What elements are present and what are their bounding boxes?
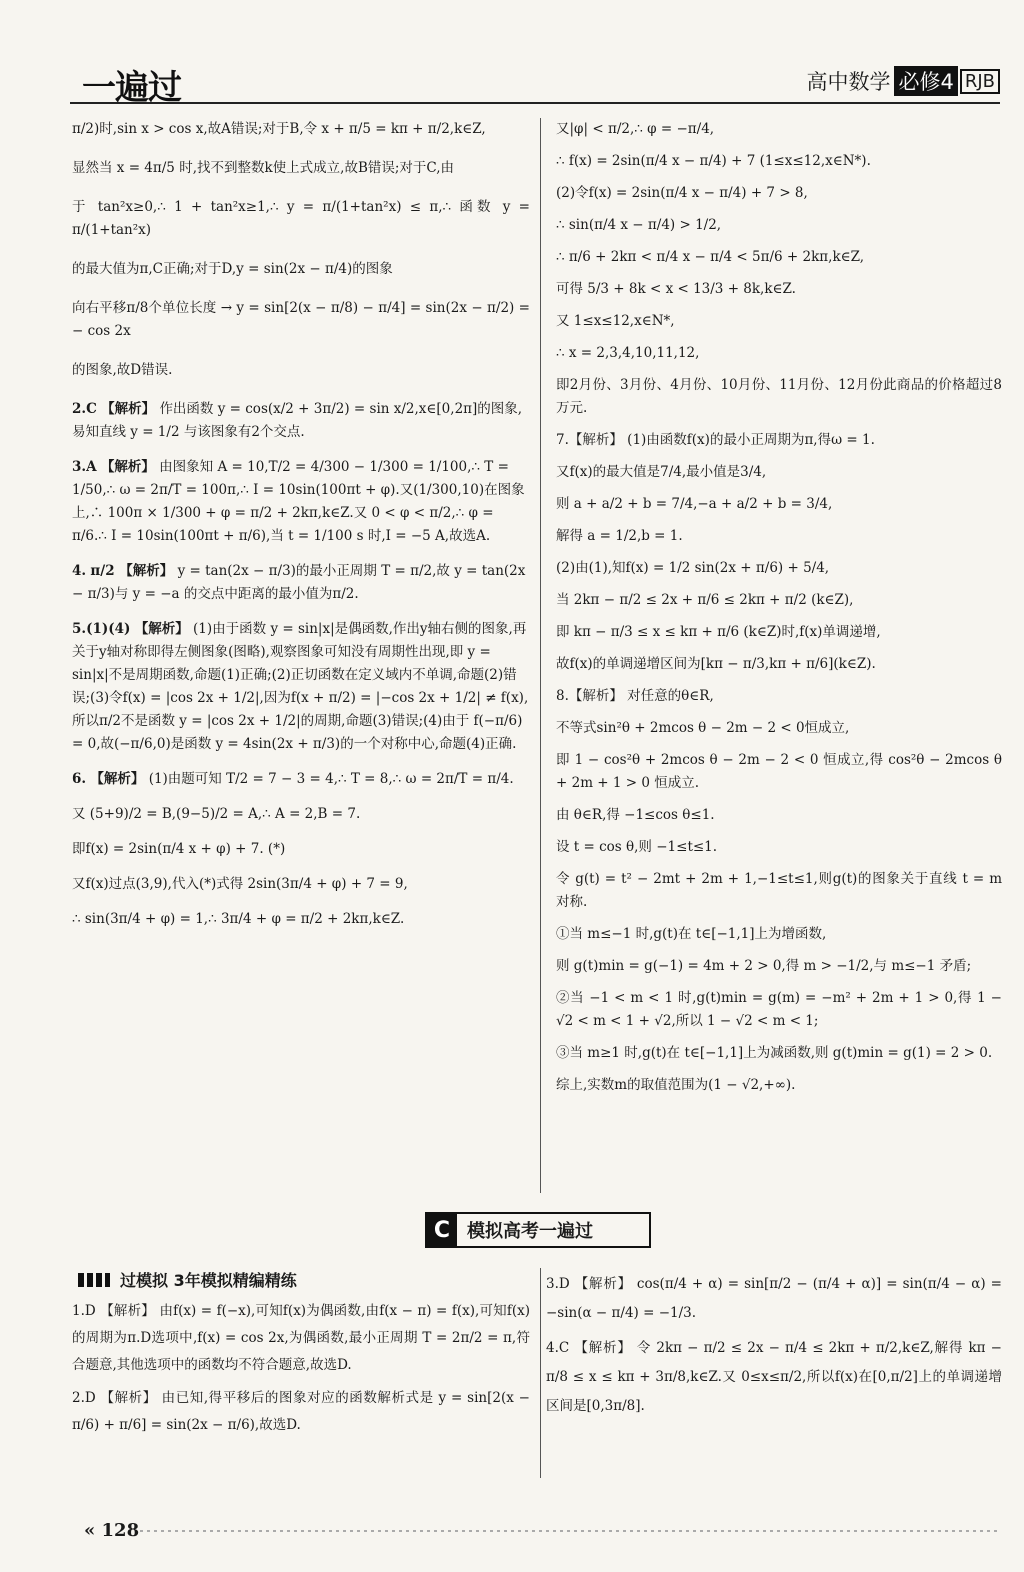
- left-column: [72, 118, 530, 943]
- text-line: ∴ f(x) = 2sin(π/4 x − π/4) + 7 (1≤x≤12,x∈N*).: [556, 153, 871, 169]
- item-text: (1)由于函数 y = sin|x|是偶函数,作出y轴右侧的图象,再关于y轴对称即得左侧图象(图略),观察图象可知没有周期性出现,即 y = sin|x|不是周期函数,命题(1)正确;(2)正切函数在定义域内不单调,命题(2)错误;(3)令f(x) = |cos 2x + 1/2|,因为f(x + π/2) = |−cos 2x + 1/2| ≠ f(x),所以π/2不是函数 y = |cos 2x + 1/2|的周期,命题(3)错误;(4)由于 f(−π/6) = 0,故(−π/6,0)是函数 y = 4sin(2x + π/3)的一个对称中心,命题(4)正确.: [72, 621, 529, 752]
- text-line: π/2)时,sin x > cos x,故A错误;对于B,令 x + π/5 = kπ + π/2,k∈Z,: [72, 121, 486, 137]
- text-line: 综上,实数m的取值范围为(1 − √2,+∞).: [556, 1077, 796, 1093]
- item-text: ∴ sin(3π/4 + φ) = 1,∴ 3π/4 + φ = π/2 + 2kπ,k∈Z.: [72, 911, 405, 927]
- bottom-left-column: [72, 1298, 530, 1445]
- text-line: 于 tan²x≥0,∴ 1 + tan²x≥1,∴ y = π/(1+tan²x) ≤ π,∴ 函数 y = π/(1+tan²x): [72, 199, 530, 238]
- item-text: (1)由题可知 T/2 = 7 − 3 = 4,∴ T = 8,∴ ω = 2π/T = π/4.: [148, 771, 514, 787]
- text-line: 7.【解析】 (1)由函数f(x)的最小正周期为π,得ω = 1.: [556, 432, 875, 448]
- item-text: 作出函数 y = cos(x/2 + 3π/2) = sin x/2,x∈[0,2π]的图象,易知直线 y = 1/2 与该图象有2个交点.: [72, 401, 523, 440]
- item-number: 4.: [72, 563, 87, 579]
- answer-line: [72, 873, 530, 896]
- text-line: 令 g(t) = t² − 2mt + 2m + 1,−1≤t≤1,则g(t)的图象关于直线 t = m 对称.: [556, 871, 1002, 910]
- text-line: 解得 a = 1/2,b = 1.: [556, 528, 683, 544]
- text-line: ∴ sin(π/4 x − π/4) > 1/2,: [556, 217, 722, 233]
- text-line: 即 1 − cos²θ + 2mcos θ − 2m − 2 < 0 恒成立,得 cos²θ − 2mcos θ + 2m + 1 > 0 恒成立.: [556, 752, 1002, 791]
- subject-name: 高中数学: [806, 70, 891, 94]
- subsection-title: 过模拟 3年模拟精编精练: [120, 1271, 297, 1290]
- answer-item: [72, 456, 530, 548]
- text-line: (2)由(1),知f(x) = 1/2 sin(2x + π/6) + 5/4,: [556, 560, 830, 576]
- text-line: 向右平移π/8个单位长度 → y = sin[2(x − π/8) − π/4] = sin(2x − π/2) = − cos 2x: [72, 300, 530, 339]
- text-line: 当 2kπ − π/2 ≤ 2x + π/6 ≤ 2kπ + π/2 (k∈Z),: [556, 592, 854, 608]
- answer-item: [72, 560, 530, 606]
- page-header: [70, 58, 1000, 108]
- column-divider: [540, 1268, 541, 1478]
- answer-line: [72, 803, 530, 826]
- page-marker: «: [84, 1520, 96, 1541]
- text-line: 又f(x)的最大值是7/4,最小值是3/4,: [556, 464, 767, 480]
- text-line: ③当 m≥1 时,g(t)在 t∈[−1,1]上为减函数,则 g(t)min = g(1) = 2 > 0.: [556, 1045, 993, 1061]
- text-line: 又|φ| < π/2,∴ φ = −π/4,: [556, 121, 715, 137]
- section-title: 模拟高考一遍过: [467, 1221, 593, 1242]
- item-tag: 【解析】: [101, 401, 156, 417]
- bottom-right-column: [546, 1270, 1002, 1427]
- subject-label: [806, 66, 1000, 96]
- section-letter: C: [427, 1214, 457, 1246]
- text-line: 又 1≤x≤12,x∈N*,: [556, 313, 675, 329]
- item-text: y = tan(2x − π/3)的最小正周期 T = π/2,故 y = tan(2x − π/3)与 y = −a 的交点中距离的最小值为π/2.: [72, 563, 526, 602]
- answer-line: [72, 838, 530, 861]
- edition-label: RJB: [960, 69, 1000, 94]
- text-line: 3.D 【解析】 cos(π/4 + α) = sin[π/2 − (π/4 + α)] = sin(π/4 − α) = −sin(α − π/4) = −1/3.: [546, 1276, 1002, 1321]
- item-tag: 【解析】: [100, 459, 155, 475]
- subsection-heading: [78, 1268, 297, 1291]
- item-text: 又f(x)过点(3,9),代入(*)式得 2sin(3π/4 + φ) + 7 = 9,: [72, 876, 408, 892]
- right-column: [556, 118, 1002, 1106]
- text-line: 可得 5/3 + 8k < x < 13/3 + 8k,k∈Z.: [556, 281, 796, 297]
- text-line: 则 g(t)min = g(−1) = 4m + 2 > 0,得 m > −1/2,与 m≤−1 矛盾;: [556, 958, 972, 974]
- page-number: 128: [101, 1520, 140, 1541]
- answer-item: [72, 768, 530, 791]
- text-line: 8.【解析】 对任意的θ∈R,: [556, 688, 714, 704]
- item-text: 由图象知 A = 10,T/2 = 4/300 − 1/300 = 1/100,∴ T = 1/50,∴ ω = 2π/T = 100π,∴ I = 10sin(100πt + φ).又(1/300,10)在图象上,∴ 100π × 1/300 + φ = π/2 + 2kπ,k∈Z.又 0 < φ < π/2,∴ φ = π/6.∴ I = 10sin(100πt + π/6),当 t = 1/100 s 时,I = −5 A,故选A.: [72, 459, 525, 544]
- item-text: 又 (5+9)/2 = B,(9−5)/2 = A,∴ A = 2,B = 7.: [72, 806, 361, 822]
- text-line: 的最大值为π,C正确;对于D,y = sin(2x − π/4)的图象: [72, 261, 393, 277]
- item-tag: π/2 【解析】: [90, 563, 174, 579]
- book-label: 必修4: [894, 66, 957, 96]
- page-footer: [84, 1520, 139, 1541]
- text-line: 则 a + a/2 + b = 7/4,−a + a/2 + b = 3/4,: [556, 496, 833, 512]
- text-line: 2.D 【解析】 由已知,得平移后的图象对应的函数解析式是 y = sin[2(x − π/6) + π/6] = sin(2x − π/6),故选D.: [72, 1390, 530, 1433]
- item-tag: 【解析】: [90, 771, 145, 787]
- brand-logo: 一遍过: [82, 68, 181, 108]
- text-line: 由 θ∈R,得 −1≤cos θ≤1.: [556, 807, 715, 823]
- text-line: 不等式sin²θ + 2mcos θ − 2m − 2 < 0恒成立,: [556, 720, 850, 736]
- text-line: (2)令f(x) = 2sin(π/4 x − π/4) + 7 > 8,: [556, 185, 808, 201]
- item-number: 6.: [72, 771, 87, 787]
- text-line: ∴ π/6 + 2kπ < π/4 x − π/4 < 5π/6 + 2kπ,k∈Z,: [556, 249, 865, 265]
- item-number: 2.C: [72, 401, 97, 417]
- item-tag: 【解析】: [134, 621, 189, 637]
- answer-item: [72, 398, 530, 444]
- text-line: 4.C 【解析】 令 2kπ − π/2 ≤ 2x − π/4 ≤ 2kπ + π/2,k∈Z,解得 kπ − π/8 ≤ x ≤ kπ + 3π/8,k∈Z.又 0≤x≤π/2,所以f(x)在[0,π/2]上的单调递增区间是[0,3π/8].: [546, 1340, 1002, 1414]
- item-text: 即f(x) = 2sin(π/4 x + φ) + 7. (*): [72, 841, 286, 857]
- item-number: 5.(1)(4): [72, 621, 131, 637]
- footer-rule: [140, 1530, 1000, 1532]
- answer-line: [72, 908, 530, 931]
- text-line: 设 t = cos θ,则 −1≤t≤1.: [556, 839, 718, 855]
- text-line: ∴ x = 2,3,4,10,11,12,: [556, 345, 700, 361]
- text-line: 即 kπ − π/3 ≤ x ≤ kπ + π/6 (k∈Z)时,f(x)单调递增,: [556, 624, 881, 640]
- bars-icon: [78, 1273, 110, 1287]
- text-line: 的图象,故D错误.: [72, 362, 173, 378]
- text-line: 1.D 【解析】 由f(x) = f(−x),可知f(x)为偶函数,由f(x − π) = f(x),可知f(x)的周期为π.D选项中,f(x) = cos 2x,为偶函数,最小正周期 T = 2π/2 = π,符合题意,其他选项中的函数均不符合题意,故选D.: [72, 1303, 530, 1373]
- text-line: 显然当 x = 4π/5 时,找不到整数k使上式成立,故B错误;对于C,由: [72, 160, 455, 176]
- text-line: ①当 m≤−1 时,g(t)在 t∈[−1,1]上为增函数,: [556, 926, 827, 942]
- column-divider: [540, 118, 541, 1193]
- text-line: 即2月份、3月份、4月份、10月份、11月份、12月份此商品的价格超过8万元.: [556, 377, 1002, 416]
- item-number: 3.A: [72, 459, 97, 475]
- answer-item: [72, 618, 530, 756]
- section-banner: [425, 1212, 651, 1248]
- text-line: 故f(x)的单调递增区间为[kπ − π/3,kπ + π/6](k∈Z).: [556, 656, 876, 672]
- text-line: ②当 −1 < m < 1 时,g(t)min = g(m) = −m² + 2m + 1 > 0,得 1 − √2 < m < 1 + √2,所以 1 − √2 < m < 1;: [556, 990, 1002, 1029]
